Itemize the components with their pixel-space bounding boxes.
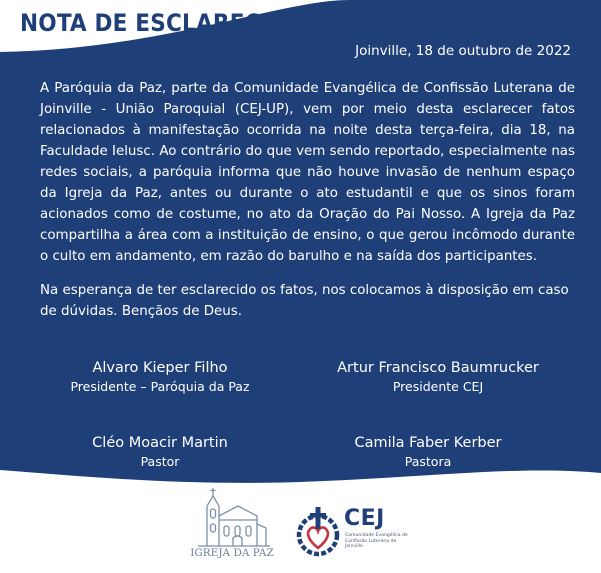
signatory-role: Presidente CEJ — [392, 379, 484, 394]
signatory-role: Pastora — [404, 454, 452, 469]
signature-block — [30, 433, 290, 470]
cej-emblem-icon — [294, 506, 342, 558]
note-body — [40, 78, 575, 322]
signature-block — [308, 358, 568, 395]
signatory-name: Cléo Moacir Martin — [92, 435, 228, 451]
signatory-role: Presidente – Paróquia da Paz — [70, 379, 250, 394]
cej-logo-label: CEJ — [344, 506, 385, 531]
paragraph: A Paróquia da Paz, parte da Comunidade Evangélica de Confissão Luterana de Joinville - União Paroquial (CEJ-UP), vem por meio desta esclarecer fatos relacionados à manifestação ocorrida na noite desta terça-feira, dia 18, na Faculdade Ielusc. Ao contrário do que vem sendo reportado, especialmente nas redes sociais, a paróquia informa que não houve invasão de nenhum espaço da Igreja da Paz, antes ou durante o ato estudantil e que os sinos foram acionados como de costume, no ato da Oração do Pai Nosso. A Igreja da Paz compartilha a área com a instituição de ensino, o que gerou incômodo durante o culto em andamento, em razão do barulho e na saída dos participantes. — [40, 81, 575, 264]
paragraph: Na esperança de ter esclarecido os fatos, nos colocamos à disposição em caso de dúvidas. Bençãos de Deus. — [40, 283, 569, 319]
signatory-name: Artur Francisco Baumrucker — [337, 360, 539, 376]
date-line: Joinville, 18 de outubro de 2022 — [355, 43, 571, 59]
signature-block — [298, 433, 558, 470]
page-title: NOTA DE ESCLARECIMENTO — [20, 9, 358, 37]
signature-block — [30, 358, 290, 395]
igreja-da-paz-label: IGREJA DA PAZ — [190, 547, 274, 559]
cej-logo-subtitle: Comunidade Evangélica de Confissão Luterana de Joinville — [345, 533, 408, 550]
signatory-name: Alvaro Kieper Filho — [92, 360, 228, 376]
signatory-role: Pastor — [140, 454, 180, 469]
signatory-name: Camila Faber Kerber — [354, 435, 502, 451]
